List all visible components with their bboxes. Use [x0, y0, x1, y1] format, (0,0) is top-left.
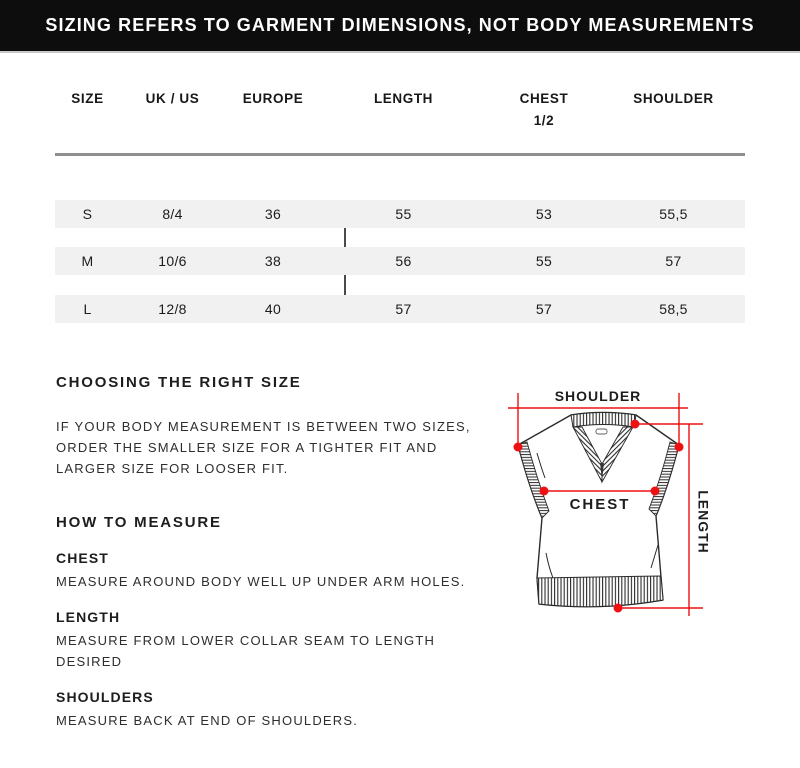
- point-hem: [614, 604, 623, 613]
- cell-length: 57: [395, 301, 412, 317]
- choosing-size-heading: CHOOSING THE RIGHT SIZE: [56, 374, 302, 391]
- table-row-s: [55, 200, 745, 228]
- choosing-size-text: IF YOUR BODY MEASUREMENT IS BETWEEN TWO SIZES, ORDER THE SMALLER SIZE FOR A TIGHTER FIT AND LARGER SIZE FOR LOOSER FIT.: [56, 419, 471, 476]
- cell-shoulder: 58,5: [659, 301, 688, 317]
- diagram-length-label: LENGTH: [695, 490, 712, 554]
- cell-size: S: [82, 206, 93, 222]
- size-table: [55, 85, 745, 340]
- collar-ribbing: [571, 413, 636, 428]
- col-header-size: SIZE: [71, 91, 104, 106]
- col-header-chest-sub: 1/2: [533, 113, 555, 128]
- col-header-shoulder: SHOULDER: [633, 91, 714, 106]
- point-shoulder-right: [675, 443, 684, 452]
- hem-ribbing: [537, 576, 663, 607]
- size-table-header: [55, 91, 745, 129]
- cell-chest: 55: [535, 253, 553, 269]
- measure-chest-text: MEASURE AROUND BODY WELL UP UNDER ARM HOLES.: [56, 574, 466, 589]
- table-row-m: [55, 247, 745, 275]
- cell-size: L: [83, 301, 92, 317]
- cell-shoulder: 55,5: [659, 206, 688, 222]
- table-header-rule: [55, 153, 745, 156]
- col-header-europe: EUROPE: [242, 91, 304, 106]
- cell-uk-us: 12/8: [158, 301, 187, 317]
- cell-europe: 40: [264, 301, 282, 317]
- cell-length: 56: [395, 253, 412, 269]
- diagram-chest-label: CHEST: [569, 496, 631, 513]
- point-shoulder-left: [514, 443, 523, 452]
- garment-diagram: [490, 372, 725, 628]
- cell-europe: 36: [264, 206, 282, 222]
- sizing-disclaimer-banner: [0, 0, 800, 53]
- col-header-length: LENGTH: [373, 91, 434, 106]
- collar-tag: [596, 429, 607, 434]
- cell-size: M: [81, 253, 94, 269]
- measure-chest-label: CHEST: [56, 550, 109, 566]
- cell-chest: 53: [535, 206, 553, 222]
- table-row-l: [55, 295, 745, 323]
- col-header-uk-us: UK / US: [145, 91, 200, 106]
- measure-length-label: LENGTH: [56, 609, 121, 625]
- cell-shoulder: 57: [665, 253, 682, 269]
- point-collar-right: [631, 420, 640, 429]
- measure-shoulders-text: MEASURE BACK AT END OF SHOULDERS.: [56, 713, 359, 728]
- vest-illustration: [490, 372, 725, 628]
- col-header-chest: CHEST 1/2: [519, 91, 569, 128]
- cell-uk-us: 8/4: [162, 206, 183, 222]
- diagram-shoulder-label: SHOULDER: [554, 388, 642, 404]
- measure-length-text: MEASURE FROM LOWER COLLAR SEAM TO LENGTH DESIRED: [56, 633, 436, 669]
- point-chest-left: [540, 487, 549, 496]
- how-to-measure-heading: HOW TO MEASURE: [56, 514, 222, 531]
- cell-length: 55: [395, 206, 412, 222]
- cell-chest: 57: [535, 301, 553, 317]
- measure-shoulders-label: SHOULDERS: [56, 689, 154, 705]
- banner-text: SIZING REFERS TO GARMENT DIMENSIONS, NOT BODY MEASUREMENTS: [45, 15, 755, 35]
- cell-europe: 38: [264, 253, 282, 269]
- point-chest-right: [651, 487, 660, 496]
- cell-uk-us: 10/6: [158, 253, 187, 269]
